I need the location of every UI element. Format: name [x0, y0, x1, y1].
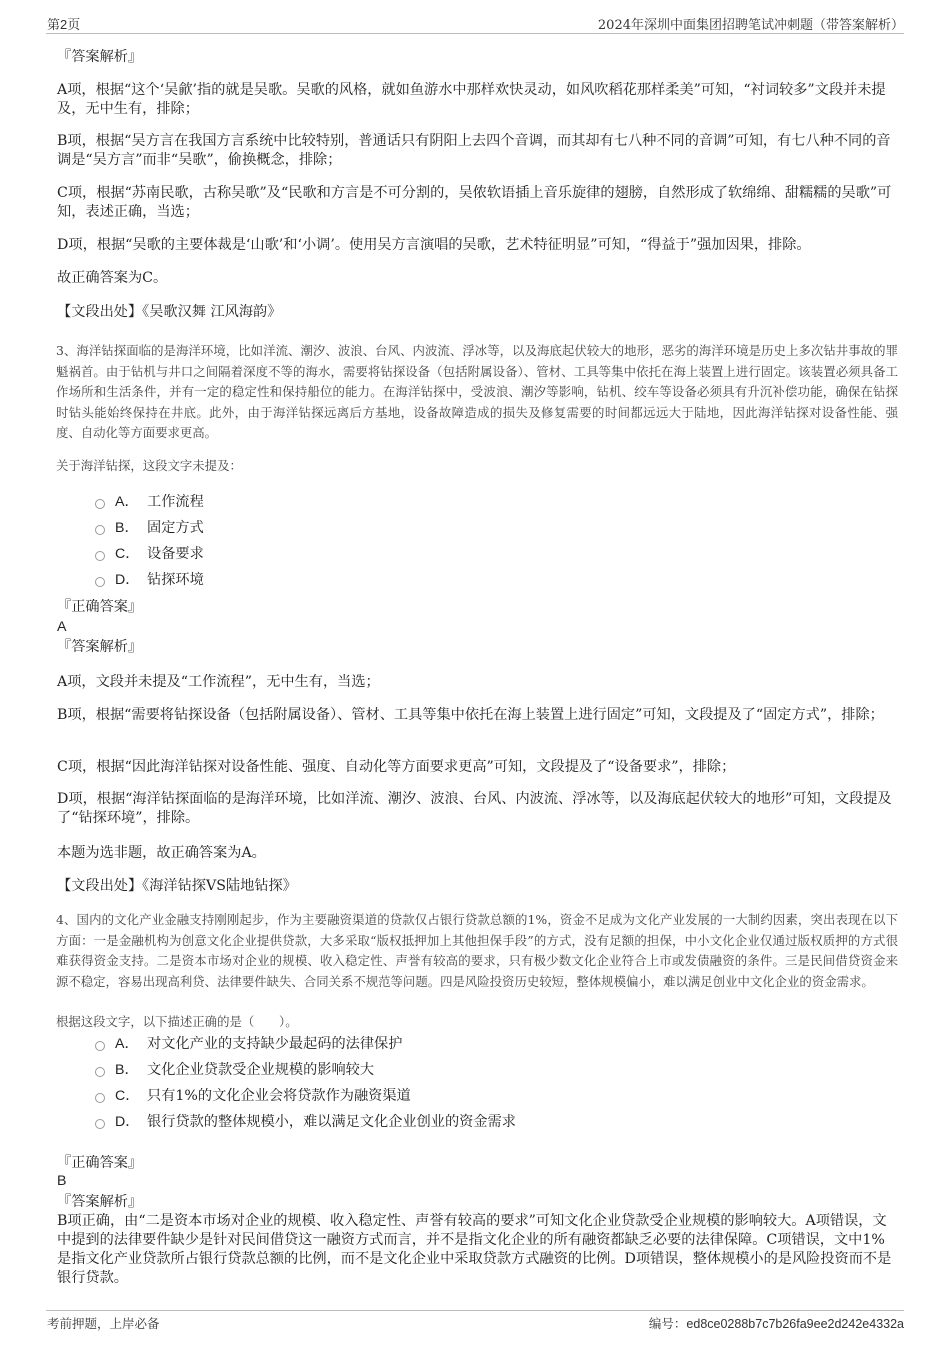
q4-correct-answer: B [57, 1173, 67, 1189]
q4-analysis-heading: 『答案解析』 [57, 1194, 143, 1210]
q2-analysis-heading: 『答案解析』 [57, 49, 143, 65]
option-letter: C． [115, 1088, 140, 1104]
option-text: 只有1%的文化企业会将贷款作为融资渠道 [147, 1088, 411, 1104]
q4-option-a[interactable] [95, 1032, 402, 1054]
option-text: 设备要求 [147, 546, 204, 562]
q3-option-b[interactable] [95, 516, 204, 538]
q3-correct-answer: A [57, 619, 67, 635]
q3-option-d[interactable] [95, 568, 204, 590]
q4-correct-heading: 『正确答案』 [57, 1155, 143, 1171]
q4-stem: 4、国内的文化产业金融支持刚刚起步，作为主要融资渠道的贷款仅占银行贷款总额的1%，资金不足成为文化产业发展的一大制约因素，突出表现在以下方面：一是金融机构为创意文化企业提供贷款，大多采取“版权抵押加上其他担保手段”的方式，没有足额的担保，中小文化企业仅通过版权质押的方式很难获得资金支持。二是资本市场对企业的规模、收入稳定性、声誉有较高的要求，只有极少数文化企业符合上市或发债融资的条件。三是民间借贷资金来源不稳定，容易出现高利贷、法律要件缺失、合同关系不规范等问题。四是风险投资历史较短，整体规模偏小，难以满足创业中文化企业的资金需求。 [56, 912, 898, 989]
q2-analysis-a: A项，根据“这个‘吴歈’指的就是吴歌。吴歌的风格，就如鱼游水中那样欢快灵动，如风吹稻花那样柔美”可知，“衬词较多”文段并未提及，无中生有，排除； [57, 82, 886, 117]
q3-stem: 3、海洋钻探面临的是海洋环境，比如洋流、潮汐、波浪、台风、内波流、浮冰等，以及海底起伏较大的地形，恶劣的海洋环境是历史上多次钻井事故的罪魁祸首。由于钻机与井口之间隔着深度不等的海水，需要将钻探设备（包括附属设备）、管材、工具等集中依托在海上装置上进行固定。该装置必须具备工作场所和生活条件，并有一定的稳定性和保持船位的能力。在海洋钻探中，受波浪、潮汐等影响，钻机、绞车等设备必须具有升沉补偿功能，确保在钻探时钻头能始终保持在井底。此外，由于海洋钻探远离后方基地，设备故障造成的损失及修复需要的时间都远远大于陆地，因此海洋钻探对设备性能、强度、自动化等方面要求更高。 [56, 343, 898, 440]
radio-button[interactable] [95, 551, 105, 561]
q3-analysis-heading: 『答案解析』 [57, 639, 143, 655]
q3-option-a[interactable] [95, 490, 204, 512]
q3-source: 【文段出处】《海洋钻探VS陆地钻探》 [57, 878, 297, 894]
document-code [649, 1314, 904, 1332]
q3-analysis-b: B项，根据“需要将钻探设备（包括附属设备）、管材、工具等集中依托在海上装置上进行固定”可知，文段提及了“固定方式”，排除； [57, 707, 884, 723]
header-divider [46, 33, 904, 34]
q3-correct-heading: 『正确答案』 [57, 599, 143, 615]
option-text: 文化企业贷款受企业规模的影响较大 [147, 1062, 375, 1078]
q3-analysis-d: D项，根据“海洋钻探面临的是海洋环境，比如洋流、潮汐、波浪、台风、内波流、浮冰等，以及海底起伏较大的地形”可知，文段提及了“钻探环境”，排除。 [57, 791, 892, 826]
q4-option-d[interactable] [95, 1110, 516, 1132]
q4-question: 根据这段文字，以下描述正确的是（ ）。 [56, 1014, 298, 1029]
radio-button[interactable] [95, 1119, 105, 1129]
option-letter: A． [115, 494, 139, 510]
footer-divider [46, 1310, 904, 1311]
radio-button[interactable] [95, 1041, 105, 1051]
q3-analysis-a: A项，文段并未提及“工作流程”，无中生有，当选； [57, 674, 380, 690]
q2-source: 【文段出处】《吴歌汉舞 江风海韵》 [57, 304, 282, 320]
document-code-label: 编号： [648, 1316, 687, 1331]
q2-analysis-c: C项，根据“苏南民歌，古称吴歌”及“民歌和方言是不可分割的，吴侬软语插上音乐旋律的翅膀，自然形成了软绵绵、甜糯糯的吴歌”可知，表述正确，当选； [57, 185, 892, 220]
option-letter: D． [115, 572, 140, 588]
option-text: 固定方式 [147, 520, 204, 536]
q2-conclusion: 故正确答案为C。 [57, 270, 168, 286]
option-letter: B． [115, 520, 139, 536]
q4-analysis: B项正确，由“二是资本市场对企业的规模、收入稳定性、声誉有较高的要求”可知文化企业贷款受企业规模的影响较大。A项错误，文中提到的法律要件缺少是针对民间借贷这一融资方式而言，并不是指文化企业的所有融资都缺乏必要的法律保障。C项错误，文中1%是指文化产业贷款所占银行贷款总额的比例，而不是文化企业中采取贷款方式融资的比例。D项错误，整体规模小的是风险投资而不是银行贷款。 [57, 1213, 892, 1286]
option-letter: D． [115, 1114, 140, 1130]
q2-analysis-b: B项，根据“吴方言在我国方言系统中比较特别，普通话只有阴阳上去四个音调，而其却有七八种不同的音调”可知，有七八种不同的音调是“吴方言”而非“吴歌”，偷换概念，排除； [57, 133, 891, 168]
option-text: 对文化产业的支持缺少最起码的法律保护 [147, 1036, 403, 1052]
option-letter: C． [115, 546, 140, 562]
page-number: 第2页 [47, 17, 81, 32]
radio-button[interactable] [95, 1067, 105, 1077]
footer-slogan: 考前押题，上岸必备 [47, 1316, 160, 1331]
radio-button[interactable] [95, 525, 105, 535]
radio-button[interactable] [95, 499, 105, 509]
option-text: 钻探环境 [147, 572, 204, 588]
radio-button[interactable] [95, 1093, 105, 1103]
option-letter: A． [115, 1036, 139, 1052]
q3-question: 关于海洋钻探，这段文字未提及： [56, 458, 242, 473]
q3-option-c[interactable] [95, 542, 204, 564]
option-letter: B． [115, 1062, 139, 1078]
q4-option-b[interactable] [95, 1058, 374, 1080]
q3-conclusion: 本题为选非题，故正确答案为A。 [57, 845, 266, 861]
document-code-value: ed8ce0288b7c7b26fa9ee2d242e4332a [686, 1317, 904, 1331]
option-text: 工作流程 [147, 494, 204, 510]
radio-button[interactable] [95, 577, 105, 587]
option-text: 银行贷款的整体规模小，难以满足文化企业创业的资金需求 [147, 1114, 516, 1130]
q2-analysis-d: D项，根据“吴歌的主要体裁是‘山歌’和‘小调’。使用吴方言演唱的吴歌，艺术特征明显”可知，“得益于”强加因果，排除。 [57, 237, 811, 253]
q3-analysis-c: C项，根据“因此海洋钻探对设备性能、强度、自动化等方面要求更高”可知，文段提及了“设备要求”，排除； [57, 759, 736, 775]
document-title: 2024年深圳中面集团招聘笔试冲刺题（带答案解析） [597, 18, 904, 33]
q4-option-c[interactable] [95, 1084, 411, 1106]
